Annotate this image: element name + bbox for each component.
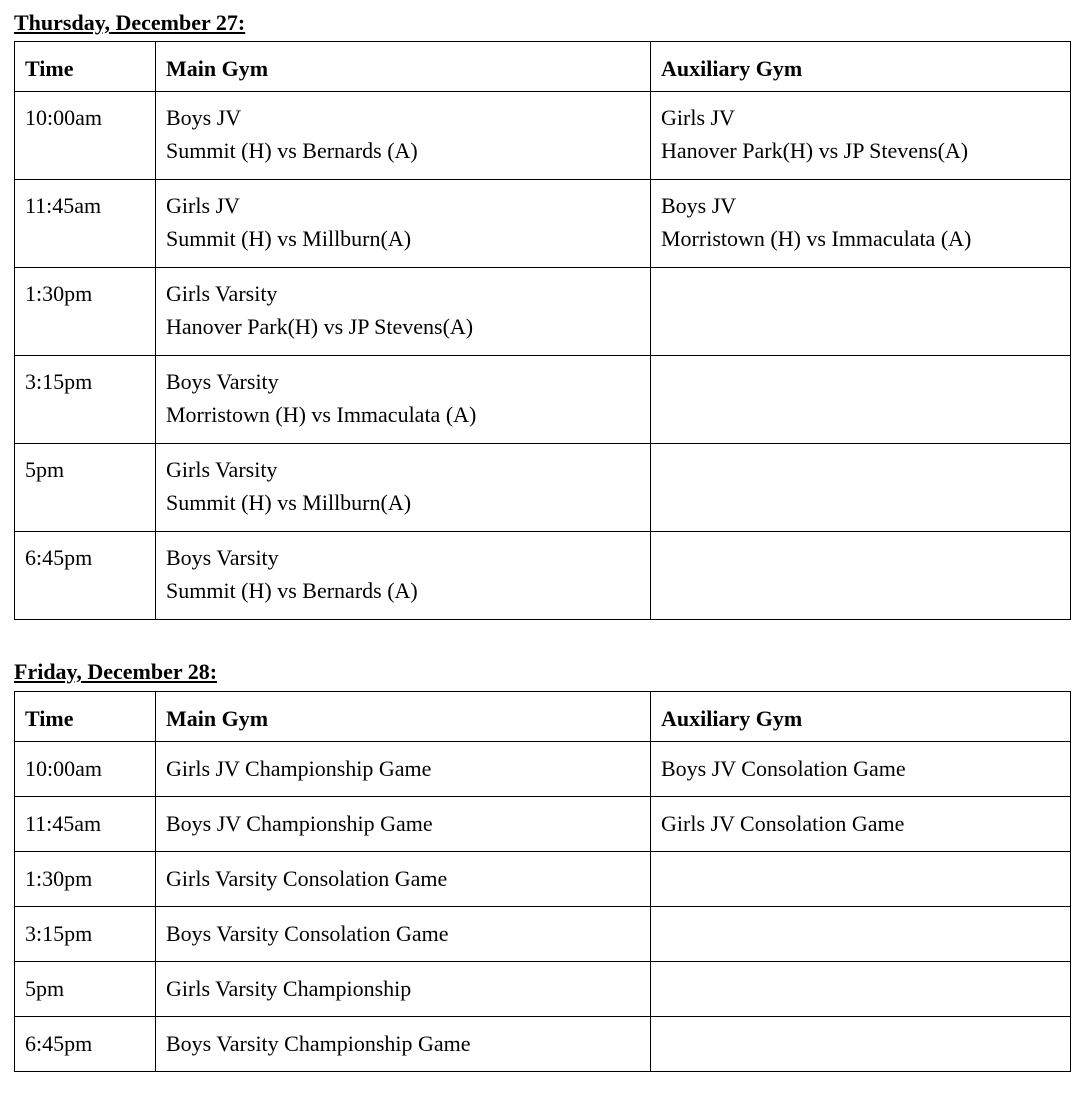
aux-gym-cell <box>651 180 1071 268</box>
time-cell: 10:00am <box>15 742 156 797</box>
main-gym-cell: Boys Varsity Consolation Game <box>156 907 651 962</box>
matchup-label: Summit (H) vs Millburn(A) <box>166 490 412 515</box>
matchup-label: Morristown (H) vs Immaculata (A) <box>661 226 972 251</box>
aux-gym-cell <box>651 962 1071 1017</box>
aux-gym-cell: Girls JV Consolation Game <box>651 797 1071 852</box>
time-cell: 3:15pm <box>15 356 156 444</box>
table-row <box>15 268 1071 356</box>
main-gym-cell: Boys Varsity Championship Game <box>156 1017 651 1072</box>
division-label: Boys JV <box>661 193 737 218</box>
table-row <box>15 907 1071 962</box>
aux-gym-cell: Boys JV Consolation Game <box>651 742 1071 797</box>
thursday-heading: Thursday, December 27: <box>14 10 246 35</box>
matchup-label: Morristown (H) vs Immaculata (A) <box>166 402 477 427</box>
table-header-row <box>15 692 1071 742</box>
table-row <box>15 852 1071 907</box>
aux-gym-cell <box>651 268 1071 356</box>
aux-gym-cell <box>651 356 1071 444</box>
main-gym-cell: Girls JV Championship Game <box>156 742 651 797</box>
aux-gym-column-header: Auxiliary Gym <box>651 692 1071 742</box>
time-cell: 6:45pm <box>15 1017 156 1072</box>
main-gym-cell <box>156 356 651 444</box>
main-gym-cell <box>156 532 651 620</box>
main-gym-column-header: Main Gym <box>156 692 651 742</box>
matchup-label: Summit (H) vs Bernards (A) <box>166 138 418 163</box>
table-row <box>15 797 1071 852</box>
division-label: Girls Varsity <box>166 281 278 306</box>
time-cell: 5pm <box>15 444 156 532</box>
main-gym-cell: Boys JV Championship Game <box>156 797 651 852</box>
main-gym-cell <box>156 92 651 180</box>
friday-heading: Friday, December 28: <box>14 659 218 684</box>
matchup-label: Summit (H) vs Bernards (A) <box>166 578 418 603</box>
time-column-header: Time <box>15 42 156 92</box>
table-row <box>15 444 1071 532</box>
table-row <box>15 962 1071 1017</box>
main-gym-cell <box>156 444 651 532</box>
time-cell: 6:45pm <box>15 532 156 620</box>
aux-gym-cell <box>651 532 1071 620</box>
aux-gym-cell <box>651 92 1071 180</box>
time-cell: 1:30pm <box>15 852 156 907</box>
main-gym-cell <box>156 268 651 356</box>
thursday-schedule-table <box>14 41 1071 620</box>
matchup-label: Hanover Park(H) vs JP Stevens(A) <box>166 314 474 339</box>
aux-gym-cell <box>651 852 1071 907</box>
main-gym-cell: Girls Varsity Consolation Game <box>156 852 651 907</box>
aux-gym-cell <box>651 444 1071 532</box>
time-cell: 5pm <box>15 962 156 1017</box>
division-label: Girls JV <box>661 105 735 130</box>
table-row <box>15 180 1071 268</box>
table-row <box>15 742 1071 797</box>
time-cell: 11:45am <box>15 180 156 268</box>
thursday-section <box>14 10 1070 620</box>
aux-gym-column-header: Auxiliary Gym <box>651 42 1071 92</box>
table-row <box>15 356 1071 444</box>
division-label: Boys Varsity <box>166 369 279 394</box>
main-gym-cell: Girls Varsity Championship <box>156 962 651 1017</box>
matchup-label: Hanover Park(H) vs JP Stevens(A) <box>661 138 969 163</box>
main-gym-column-header: Main Gym <box>156 42 651 92</box>
matchup-label: Summit (H) vs Millburn(A) <box>166 226 412 251</box>
division-label: Boys Varsity <box>166 545 279 570</box>
time-cell: 3:15pm <box>15 907 156 962</box>
friday-section <box>14 659 1070 1072</box>
friday-schedule-table <box>14 691 1071 1072</box>
table-header-row <box>15 42 1071 92</box>
main-gym-cell <box>156 180 651 268</box>
table-row <box>15 1017 1071 1072</box>
division-label: Girls Varsity <box>166 457 278 482</box>
table-row <box>15 92 1071 180</box>
time-cell: 11:45am <box>15 797 156 852</box>
time-cell: 1:30pm <box>15 268 156 356</box>
time-cell: 10:00am <box>15 92 156 180</box>
aux-gym-cell <box>651 907 1071 962</box>
division-label: Girls JV <box>166 193 240 218</box>
division-label: Boys JV <box>166 105 242 130</box>
aux-gym-cell <box>651 1017 1071 1072</box>
time-column-header: Time <box>15 692 156 742</box>
table-row <box>15 532 1071 620</box>
